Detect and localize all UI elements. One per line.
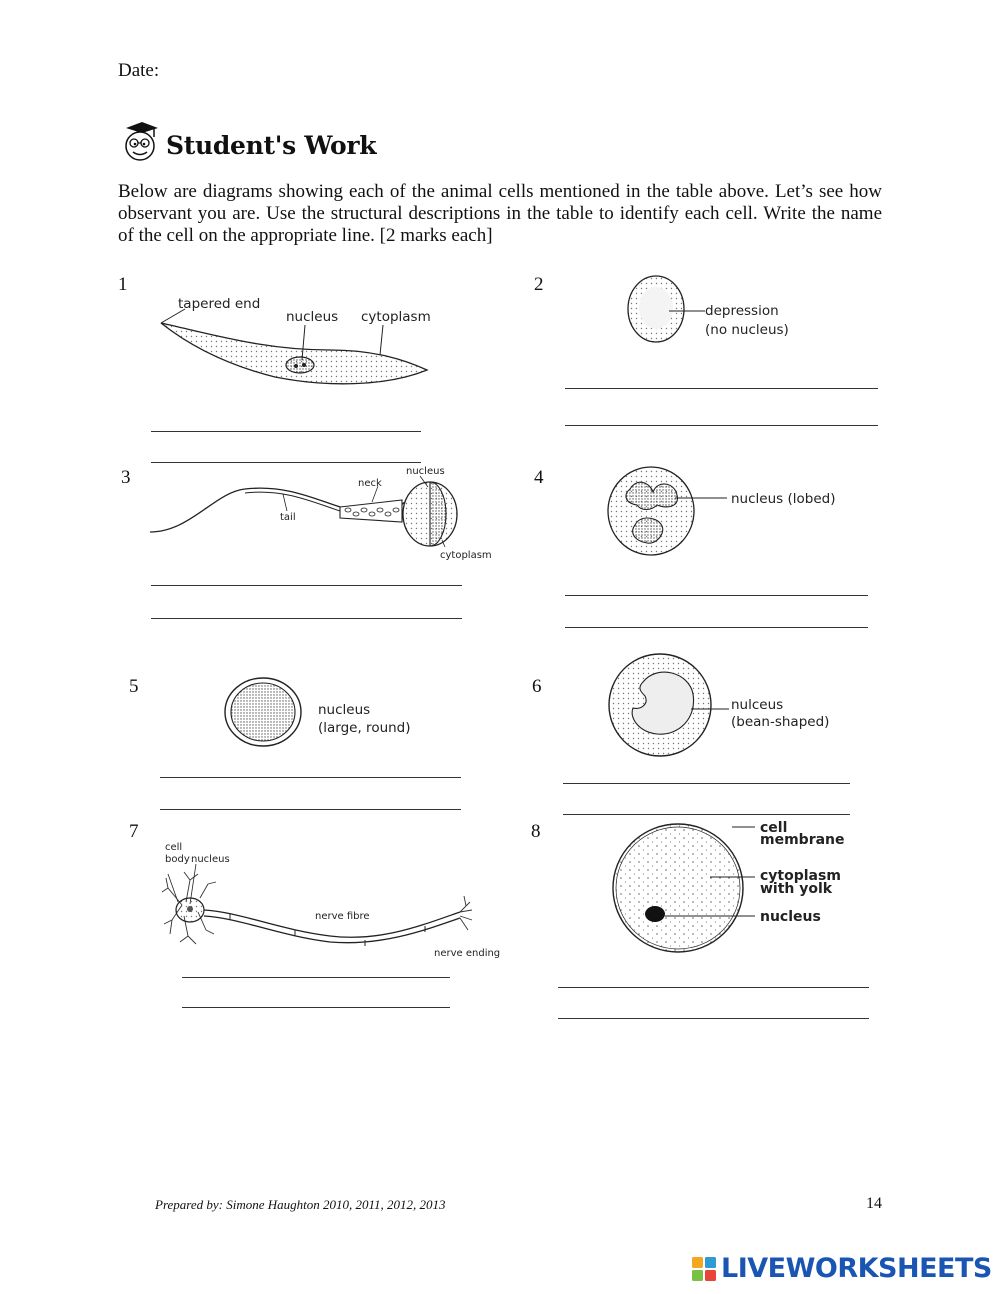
cell-6-label-bean-shaped: (bean-shaped) [731, 714, 830, 730]
cell-8-label-cell: cell [760, 820, 788, 836]
answer-line-5b[interactable] [160, 809, 461, 810]
cell-3-label-nucleus: nucleus [406, 466, 445, 477]
answer-line-3a[interactable] [151, 585, 462, 586]
cell-number-6: 6 [532, 676, 542, 697]
answer-line-6b[interactable] [563, 814, 850, 815]
cell-1-label-tapered-end: tapered end [178, 296, 261, 312]
cell-4-diagram [605, 465, 735, 561]
answer-line-7a[interactable] [182, 977, 450, 978]
cell-6-label-nulceus: nulceus [731, 697, 784, 713]
cell-3-label-cytoplasm: cytoplasm [440, 550, 492, 561]
student-graduate-icon [120, 120, 160, 162]
date-label: Date: [118, 60, 160, 81]
instructions-text: Below are diagrams showing each of the animal cells mentioned in the table above. Let’s see how observant you are. Use the structural descriptions in the table to identify each cell. Write the name of the cell on the appropriate line. [2 marks each] [118, 181, 882, 246]
cell-5-diagram [222, 676, 322, 748]
cell-7-label-cell: cell [165, 842, 183, 853]
page-number: 14 [866, 1195, 882, 1212]
cell-number-7: 7 [129, 821, 139, 842]
cell-8-label-cytoplasm: cytoplasm [760, 868, 841, 884]
cell-2-diagram [625, 272, 715, 348]
cell-number-8: 8 [531, 821, 541, 842]
cell-2-label-no-nucleus: (no nucleus) [705, 322, 789, 338]
footer-prepared-by: Prepared by: Simone Haughton 2010, 2011, 2012, 2013 [155, 1197, 446, 1212]
cell-7-label-nerve-ending: nerve ending [434, 948, 501, 959]
answer-line-4a[interactable] [565, 595, 868, 596]
cell-8-label-with-yolk: with yolk [760, 881, 833, 897]
cell-8-diagram [610, 820, 760, 956]
answer-line-7b[interactable] [182, 1007, 450, 1008]
cell-7-label-nucleus: nucleus [191, 854, 230, 865]
cell-8-label-membrane: membrane [760, 832, 845, 848]
cell-number-2: 2 [534, 274, 544, 295]
liveworksheets-logo [691, 1253, 992, 1284]
cell-number-5: 5 [129, 676, 139, 697]
answer-line-8a[interactable] [558, 987, 869, 988]
cell-2-label-depression: depression [705, 303, 779, 319]
cell-4-label-nucleus-lobed: nucleus (lobed) [731, 491, 836, 507]
cell-number-4: 4 [534, 467, 544, 488]
answer-line-2a[interactable] [565, 388, 878, 389]
answer-line-8b[interactable] [558, 1018, 869, 1019]
answer-line-6a[interactable] [563, 783, 850, 784]
cell-7-diagram [160, 850, 490, 950]
cell-5-label-nucleus: nucleus [318, 702, 371, 718]
liveworksheets-wordmark: LIVEWORKSHEETS [721, 1253, 992, 1284]
answer-line-4b[interactable] [565, 627, 868, 628]
cell-number-3: 3 [121, 467, 131, 488]
page-title: Student's Work [166, 131, 377, 160]
cell-7-label-body: body [165, 854, 190, 865]
cell-3-label-tail: tail [280, 512, 296, 523]
cell-1-label-cytoplasm: cytoplasm [361, 309, 431, 325]
answer-line-1a[interactable] [151, 431, 421, 432]
cell-1-label-nucleus: nucleus [286, 309, 339, 325]
answer-line-3b[interactable] [151, 618, 462, 619]
cell-3-label-neck: neck [358, 478, 382, 489]
answer-line-5a[interactable] [160, 777, 461, 778]
cell-8-label-nucleus: nucleus [760, 909, 821, 925]
liveworksheets-logo-icon [691, 1256, 717, 1282]
cell-6-diagram [607, 652, 737, 758]
cell-3-diagram [150, 462, 490, 572]
answer-line-2b[interactable] [565, 425, 878, 426]
cell-number-1: 1 [118, 274, 128, 295]
cell-7-label-nerve-fibre: nerve fibre [315, 911, 370, 922]
cell-5-label-large-round: (large, round) [318, 720, 411, 736]
